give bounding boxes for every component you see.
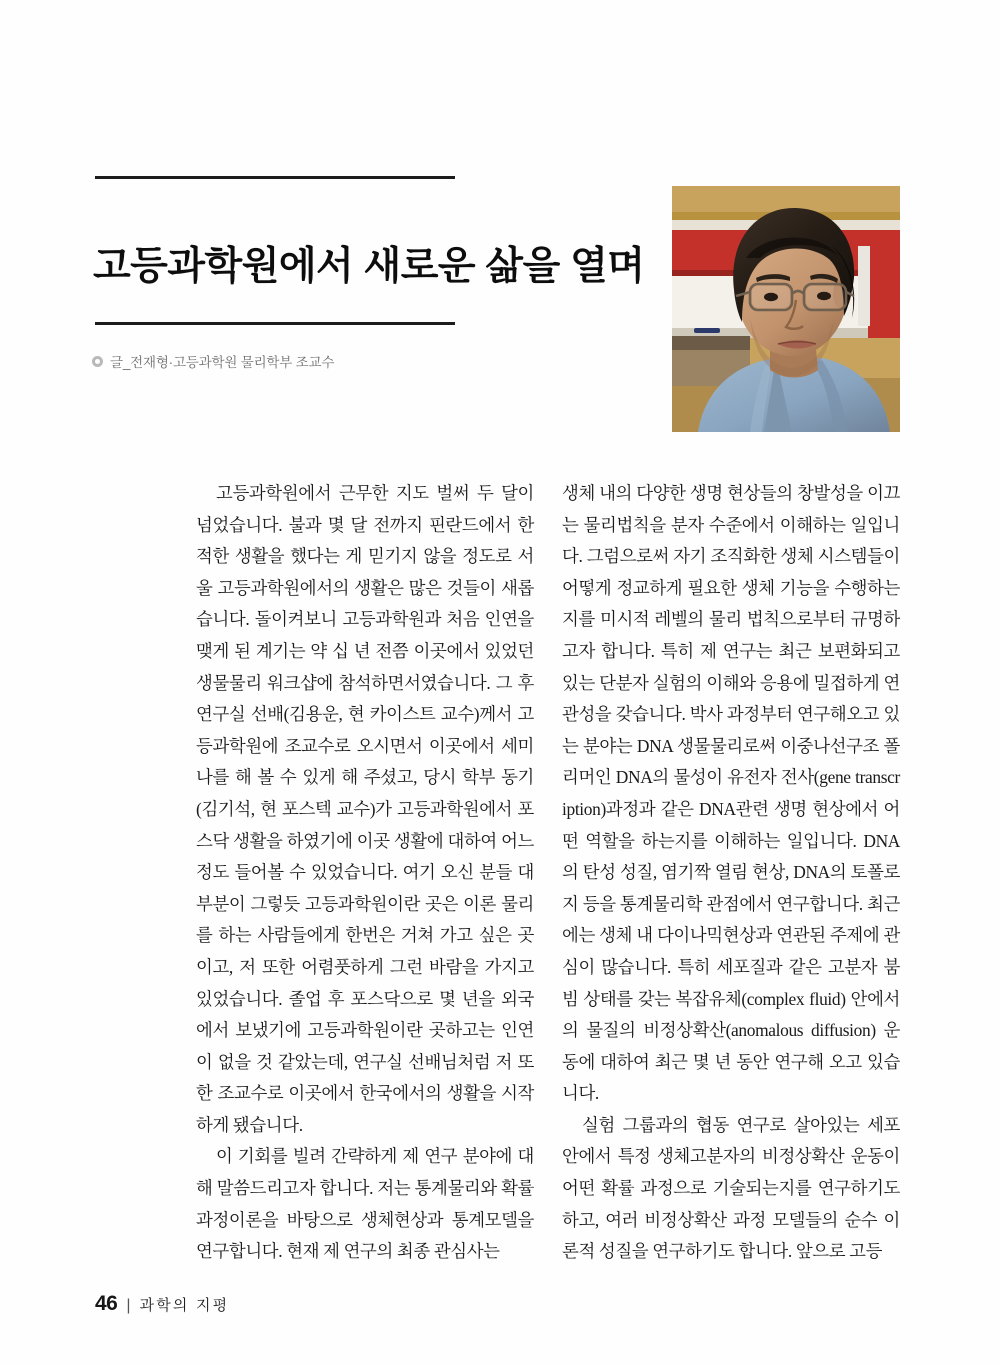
paragraph: 고등과학원에서 근무한 지도 벌써 두 달이 넘었습니다. 불과 몇 달 전까지 핀란드에서 한적한 생활을 했다는 게 믿기지 않을 정도로 서울 고등과학원에서의 생활은 많은 것들이 새롭습니다. 돌이켜보니 고등과학원과 처음 인연을 맺게 된 계기는 약 십 년 전쯤 이곳에서 있었던 생물물리 워크샵에 참석하면서였습니다. 그 후 연구실 선배(김용운, 현 카이스트 교수)께서 고등과학원에 조교수로 오시면서 이곳에서 세미나를 해 볼 수 있게 해 주셨고, 당시 학부 동기(김기석, 현 포스텍 교수)가 고등과학원에서 포스닥 생활을 하였기에 이곳 생활에 대하여 어느 정도 들어볼 수 있었습니다. 여기 오신 분들 대부분이 그렇듯 고등과학원이란 곳은 이론 물리를 하는 사람들에게 한번은 거쳐 가고 싶은 곳이고, 저 또한 어렴풋하게 그런 바람을 가지고 있었습니다. 졸업 후 포스닥으로 몇 년을 외국에서 보냈기에 고등과학원이란 곳하고는 인연이 없을 것 같았는데, 연구실 선배님처럼 저 또한 조교수로 이곳에서 한국에서의 생활을 시작하게 됐습니다. bbox=[196, 483, 534, 1135]
column-right bbox=[562, 478, 900, 1268]
byline-text: 글_전재형·고등과학원 물리학부 조교수 bbox=[110, 355, 335, 370]
footer-divider: | bbox=[126, 1297, 131, 1314]
page-title: 고등과학원에서 새로운 삶을 열며 bbox=[93, 245, 645, 289]
page-footer bbox=[95, 1292, 229, 1316]
paragraph: 생체 내의 다양한 생명 현상들의 창발성을 이끄는 물리법칙을 분자 수준에서 이해하는 일입니다. 그럼으로써 자기 조직화한 생체 시스템들이 어떻게 정교하게 필요한 생체 기능을 수행하는지를 미시적 레벨의 물리 법칙으로부터 규명하고자 합니다. 특히 제 연구는 최근 보편화되고 있는 단분자 실험의 이해와 응용에 밀접하게 연관성을 갖습니다. 박사 과정부터 연구해오고 있는 분야는 DNA 생물물리로써 이중나선구조 폴리머인 DNA의 물성이 유전자 전사(gene transcription)과정과 같은 DNA관련 생명 현상에서 어떤 역할을 하는지를 이해하는 일입니다. DNA의 탄성 성질, 염기짝 열림 현상, DNA의 토폴로지 등을 통계물리학 관점에서 연구합니다. 최근에는 생체 내 다이나믹현상과 연관된 주제에 관심이 많습니다. 특히 세포질과 같은 고분자 붐빔 상태를 갖는 복잡유체(complex fluid) 안에서의 물질의 비정상확산(anomalous diffusion) 운동에 대하여 최근 몇 년 동안 연구해 오고 있습니다. bbox=[562, 483, 900, 1104]
article-body bbox=[0, 478, 1000, 1262]
paragraph: 이 기회를 빌려 간략하게 제 연구 분야에 대해 말씀드리고자 합니다. 저는 통계물리와 확률 과정이론을 바탕으로 생체현상과 통계모델을 연구합니다. 현재 제 연구의 최종 관심사는 bbox=[196, 1146, 534, 1262]
title-rule-top bbox=[95, 176, 455, 179]
portrait-photo bbox=[672, 186, 900, 432]
page-number: 46 bbox=[95, 1292, 118, 1315]
publication-title: 과학의 지평 bbox=[139, 1297, 230, 1314]
paragraph: 실험 그룹과의 협동 연구로 살아있는 세포 안에서 특정 생체고분자의 비정상확산 운동이 어떤 확률 과정으로 기술되는지를 연구하기도 하고, 여러 비정상확산 과정 모델들의 순수 이론적 성질을 연구하기도 합니다. 앞으로 고등 bbox=[562, 1114, 900, 1262]
title-rule-bottom bbox=[95, 322, 455, 325]
column-left bbox=[196, 478, 534, 1268]
byline bbox=[92, 351, 334, 371]
circle-bullet-icon bbox=[92, 356, 103, 367]
